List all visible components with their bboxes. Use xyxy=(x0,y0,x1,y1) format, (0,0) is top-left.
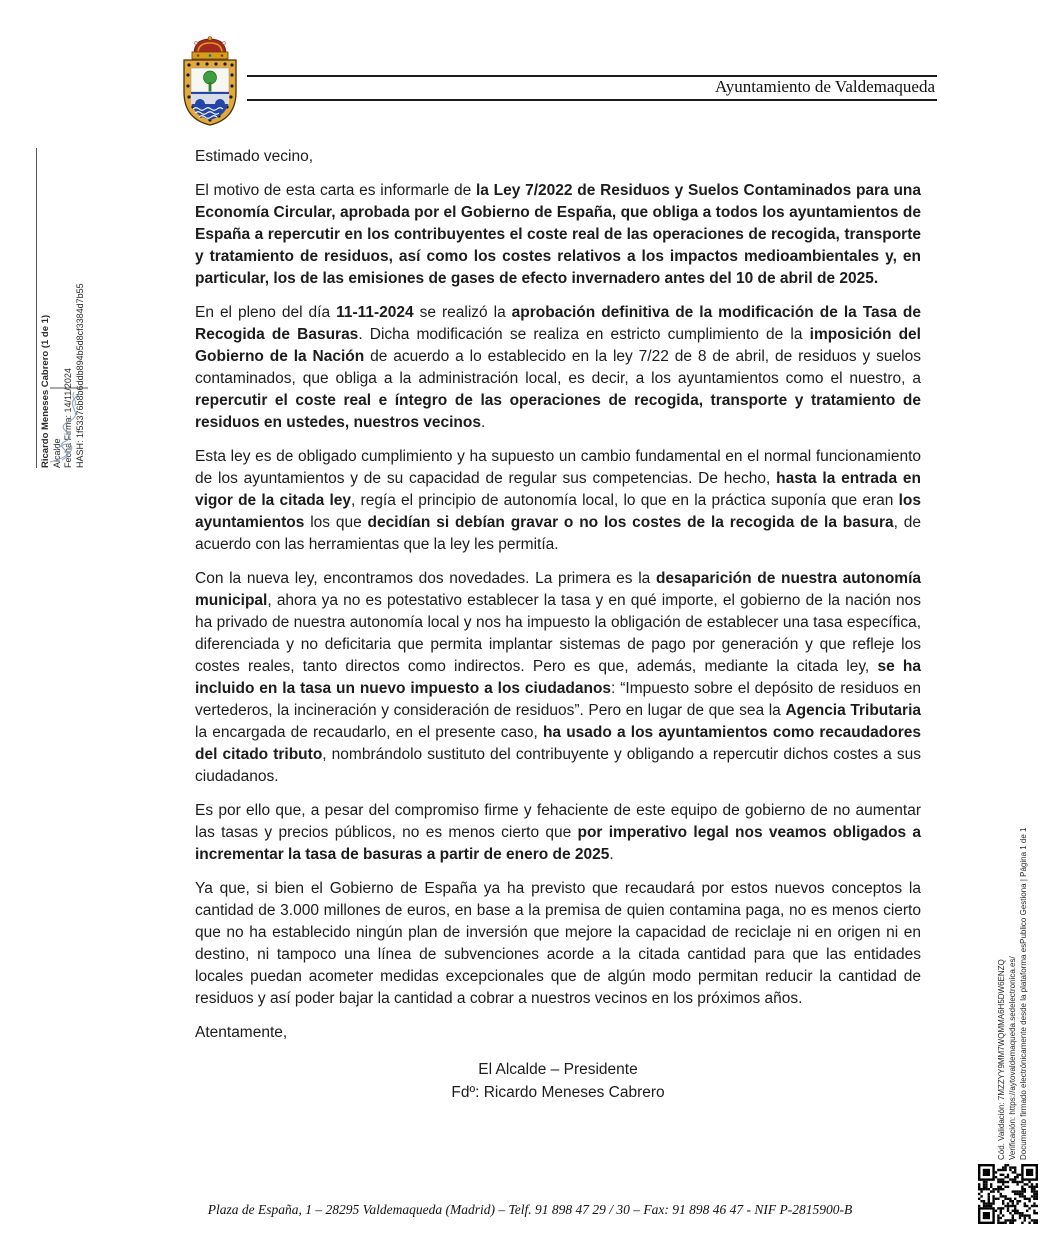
signature-stamp-line: Ricardo Meneses Cabrero (1 de 1) xyxy=(40,314,51,468)
letter-paragraphs xyxy=(195,146,921,1044)
letter-paragraph: Ya que, si bien el Gobierno de España ya ha previsto que recaudará por estos nuevos conceptos la cantidad de 3.000 millones de euros, en base a la premisa de quien contamina paga, no es menos cierto que no ha establecido ningún plan de inversión que mejore la capacidad de reciclaje ni en origen ni en destino, ni tampoco una línea de subvenciones acorde a la citada cantidad para que las entidades locales puedan acometer medidas excepcionales que de algún modo permitan reducir la cantidad de residuos y así poder bajar la cantidad a cobrar a nuestros vecinos en los próximos años. xyxy=(195,880,921,1007)
validation-stamp xyxy=(996,768,1029,1160)
validation-stamp-line: Verificación: https://aytovaldemaqueda.sedelectronica.es/ xyxy=(1008,956,1017,1160)
letter-paragraph: El motivo de esta carta es informarle de la Ley 7/2022 de Residuos y Suelos Contaminados para una Economía Circular, aprobada por el Gobierno de España, que obliga a todos los ayuntamientos de España a repercutir en los contribuyentes el coste real de las operaciones de recogida, transporte y tratamiento de residuos, así como los costes relativos a los impactos medioambientales y, en particular, los de las emisiones de gases de efecto invernadero antes del 10 de abril de 2025. xyxy=(195,182,922,287)
letter-paragraph: Esta ley es de obligado cumplimiento y ha supuesto un cambio fundamental en el normal funcionamiento de los ayuntamientos y de su capacidad de regular sus competencias. De hecho, hasta la entrada en vigor de la citada ley, regía el principio de autonomía local, lo que en la práctica suponía que eran los ayuntamientos los que decidían si debían gravar o no los costes de la recogida de la basura, de acuerdo con las herramientas que la ley les permitía. xyxy=(195,448,922,553)
validation-stamp-line: Cód. Validación: 7MZZYY9MM7WQMMA6H5DW6ENZQ xyxy=(997,959,1006,1160)
letter-paragraph: En el pleno del día 11-11-2024 se realizó la aprobación definitiva de la modificación de la Tasa de Recogida de Basuras. Dicha modificación se realiza en estricto cumplimiento de la imposición del Gobierno de la Nación de acuerdo a lo establecido en la ley 7/22 de 8 de abril, de residuos y suelos contaminados, que obliga a la administración local, es decir, a los ayuntamientos como el nuestro, a repercutir el coste real e íntegro de las operaciones de recogida, transporte y tratamiento de residuos en ustedes, nuestros vecinos. xyxy=(195,304,921,431)
validation-stamp-line: Documento firmado electrónicamente desde la plataforma esPublico Gestiona | Página 1 de 1 xyxy=(1019,827,1028,1160)
handwritten-signature xyxy=(36,380,100,472)
closing-signer: Fdº: Ricardo Meneses Cabrero xyxy=(451,1084,665,1101)
header-org-name: Ayuntamiento de Valdemaqueda xyxy=(714,77,935,96)
letter-paragraph: Es por ello que, a pesar del compromiso firme y fehaciente de este equipo de gobierno de no aumentar las tasas y precios públicos, no es menos cierto que por imperativo legal nos veamos obligados a incrementar la tasa de basuras a partir de enero de 2025. xyxy=(195,802,921,863)
coat-of-arms xyxy=(178,34,242,128)
signature-icon xyxy=(36,380,100,472)
letter-paragraph: Con la nueva ley, encontramos dos novedades. La primera es la desaparición de nuestra autonomía municipal, ahora ya no es potestativo establecer la tasa y en qué importe, el gobierno de la nación nos ha privado de nuestra autonomía local y nos ha impuesto la obligación de establecer una tasa específica, diferenciada y no deficitaria que permita implantar sistemas de pago por generación y que refleje los costes reales, tanto directos como indirectos. Pero es que, además, mediante la citada ley, se ha incluido en la tasa un nuevo impuesto a los ciudadanos: “Impuesto sobre el depósito de residuos en vertederos, la incineración y consideración de residuos”. Pero en lugar de que sea la Agencia Tributaria la encargada de recaudarlo, en el presente caso, ha usado a los ayuntamientos como recaudadores del citado tributo, nombrándolo sustituto del contribuyente y obligando a repercutir dichos costes a sus ciudadanos. xyxy=(195,570,922,785)
letter-paragraph: Estimado vecino, xyxy=(195,148,314,165)
closing-title: El Alcalde – Presidente xyxy=(478,1061,638,1078)
signature-stamp-line: Fecha Firma: 14/11/2024 xyxy=(63,368,73,468)
header-rule-bottom xyxy=(247,99,937,101)
qr-code-icon xyxy=(978,1164,1038,1224)
signature-stamp-line: Alcalde xyxy=(51,438,62,468)
signature-stamp-line: HASH: 1f53376b8b6ddb894b5d8cf3384d7b55 xyxy=(74,283,85,468)
footer-address: Plaza de España, 1 – 28295 Valdemaqueda (Madrid) – Telf. 91 898 47 29 / 30 – Fax: 91 898 46 47 - NIF P-2815900-B xyxy=(207,1202,853,1217)
letter-paragraph: Atentamente, xyxy=(195,1024,288,1041)
coat-of-arms-icon xyxy=(178,34,242,128)
letter-body xyxy=(195,146,921,1104)
closing-block xyxy=(195,1058,921,1104)
